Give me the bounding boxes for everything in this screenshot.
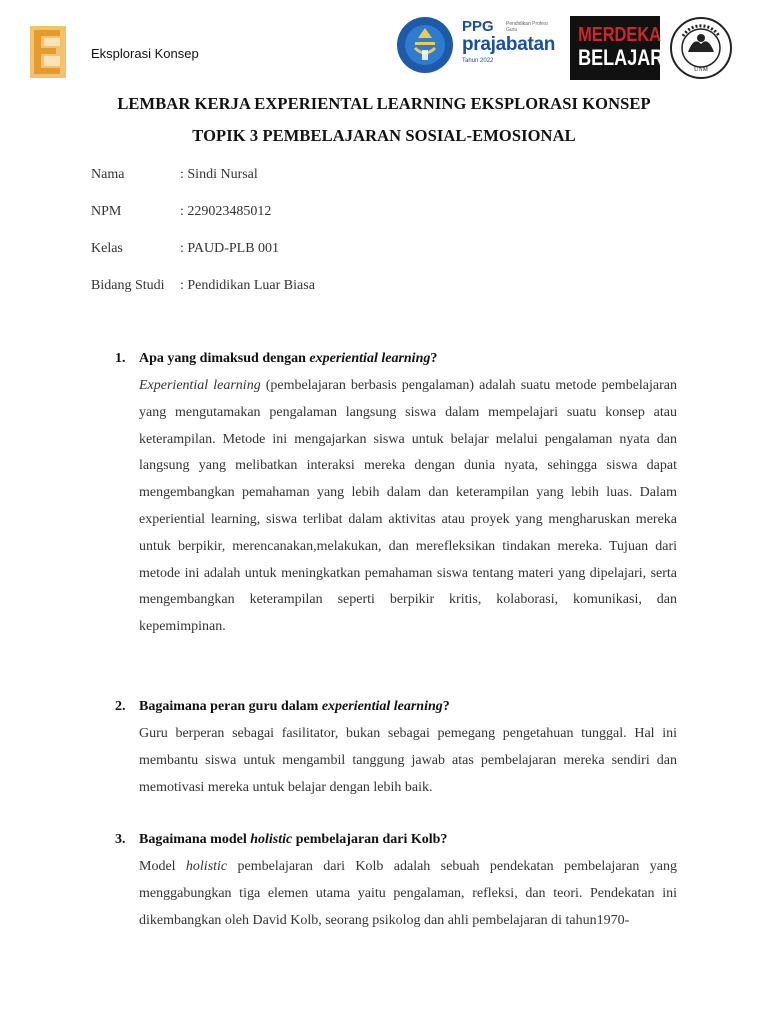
document-title-line1: LEMBAR KERJA EXPERIENTAL LEARNING EKSPLORASI KONSEP xyxy=(117,94,651,113)
answer-emphasis: Experiential learning xyxy=(139,378,261,393)
document-title-line2: TOPIK 3 PEMBELAJARAN SOSIAL-EMOSIONAL xyxy=(192,126,576,145)
info-value: : PAUD-PLB 001 xyxy=(180,241,280,256)
answer-1 xyxy=(139,373,677,641)
answer-emphasis: holistic xyxy=(185,859,228,874)
answer-text: (pembelajaran berbasis pengalaman) adalah suatu metode pembelajaran yang mengutamakan pengalaman langsung siswa dalam mempelajari suatu konsep atau keterampilan. Metode ini mengajarkan siswa untuk belajar melalui pengalaman nyata dan langsung yang melibatkan interaksi mereka dengan dunia nyata, sehingga siswa dapat mengembangkan pemahaman yang lebih dalam dan keterampilan yang lebih luas. Dalam experiential learning, siswa terlibat dalam aktivitas atau proyek yang mengharuskan mereka untuk berpikir, merencanakan,melakukan, dan merefleksikan tindakan mereka. Tujuan dari metode ini adalah untuk meningkatkan pemahaman siswa tentang materi yang dipelajari, serta mengembangkan keterampilan seperti berpikir kritis, kolaborasi, komunikasi, dan kepemimpinan. xyxy=(139,378,677,635)
merdeka-line1: MERDEKA xyxy=(578,24,662,46)
question-number: 1. xyxy=(115,351,126,366)
kemdikbud-logo-icon xyxy=(396,14,454,81)
question-number: 2. xyxy=(115,699,126,714)
question-text: Bagaimana model holistic pembelajaran dari Kolb? xyxy=(139,832,448,847)
eksplorasi-logo-icon xyxy=(30,26,66,78)
answer-3: Model holistic pembelajaran dari Kolb adalah sebuah pendekatan pembelajaran yang menggabungkan tiga elemen utama yaitu pengalaman, refleksi, dan teori. Pendekatan ini dikembangkan oleh David Kolb, seorang psikolog dan ahli pembelajaran di tahun1970- xyxy=(139,859,677,928)
answer-2: Guru berperan sebagai fasilitator, bukan sebagai pemegang pengetahuan tunggal. Hal ini membantu siswa untuk mengambil tanggung jawab atas pembelajaran mereka sendiri dan memotivasi mereka untuk belajar dengan lebih baik. xyxy=(139,726,677,795)
ppg-small-text: Pendidikan Profesi Guru xyxy=(506,21,548,33)
unm-logo-icon xyxy=(670,14,732,82)
ppg-top-text: PPG xyxy=(462,18,494,35)
info-value: : Pendidikan Luar Biasa xyxy=(180,278,315,293)
question-text: Bagaimana peran guru dalam experiential learning? xyxy=(139,699,450,714)
info-value: : Sindi Nursal xyxy=(180,167,258,182)
info-label: Kelas xyxy=(91,241,123,256)
merdeka-line2: BELAJAR xyxy=(578,45,664,70)
question-number: 3. xyxy=(115,832,126,847)
info-label: Bidang Studi xyxy=(91,278,165,293)
ppg-main-text: prajabatan xyxy=(462,34,556,55)
ppg-year-text: Tahun 2022 xyxy=(462,58,494,64)
info-label: Nama xyxy=(91,167,125,182)
answer-text: pembelajaran dari Kolb adalah sebuah pendekatan pembelajaran yang menggabungkan tiga elemen utama yaitu pengalaman, refleksi, dan teori. Pendekatan ini dikembangkan oleh David Kolb, seorang psikolog dan ahli pembelajaran di tahun1970- xyxy=(139,859,677,928)
ppg-prajabatan-logo xyxy=(462,18,566,78)
question-text: Apa yang dimaksud dengan experiential learning? xyxy=(139,351,438,366)
header-title: Eksplorasi Konsep xyxy=(91,46,199,61)
unm-abbr: UNM xyxy=(693,67,708,73)
info-label: NPM xyxy=(91,204,122,219)
merdeka-belajar-logo xyxy=(570,16,664,80)
info-value: : 229023485012 xyxy=(180,204,272,219)
